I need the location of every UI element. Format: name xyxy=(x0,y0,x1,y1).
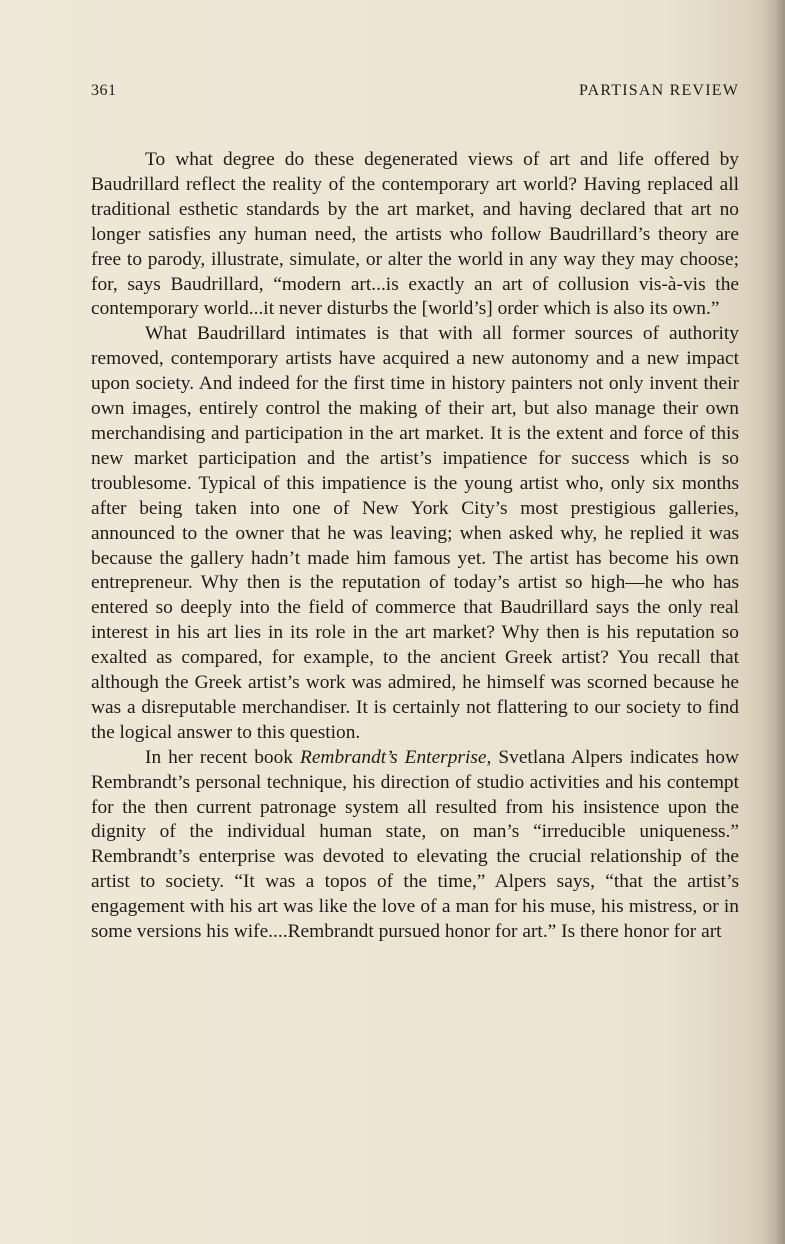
paragraph-3-lead: In her recent book xyxy=(145,746,300,768)
paragraph-1: To what degree do these degenerated views of art and life offered by Baudrillard reflect the reality of the contemporary art world? Having replaced all traditional esthetic standards by the art market, and having declared that art no longer satisfies any human need, the artists who follow Baudrillard’s theory are free to parody, illustrate, simulate, or alter the world in any way they may choose; for, says Baudrillard, “modern art...is exactly an art of collusion vis-à-vis the contemporary world...it never disturbs the [world’s] order which is also its own.” xyxy=(91,149,739,320)
paragraph-3-rest: Svetlana Alpers indicates how Rembrandt’s personal technique, his direction of studio activities and his contempt for the then current patronage system all resulted from his insistence upon the dignity of the individual human state, on man’s “irreducible uniqueness.” Rembrandt’s enterprise was devoted to elevating the crucial relationship of the artist to society. “It was a topos of the time,” Alpers says, “that the artist’s engagement with his art was like the love of a man for his muse, his mistress, or in some versions his wife....Rembrandt pursued honor for art.” Is there honor for art xyxy=(91,746,739,943)
paragraph-3 xyxy=(91,746,739,945)
page-header xyxy=(91,82,739,106)
page-number: 361 xyxy=(91,82,117,99)
body-text xyxy=(91,148,739,945)
running-head: PARTISAN REVIEW xyxy=(578,82,739,99)
paragraph-2: What Baudrillard intimates is that with all former sources of authority removed, contemporary artists have acquired a new autonomy and a new impact upon society. And indeed for the first time in history painters not only invent their own images, entirely control the making of their art, but also manage their own merchandising and participation in the art market. It is the extent and force of this new market participation and the artist’s impatience for success which is so troublesome. Typical of this impatience is the young artist who, only six months after being taken into one of New York City’s most prestigious galleries, announced to the owner that he was leaving; when asked why, he replied it was because the gallery hadn’t made him famous yet. The artist has become his own entrepreneur. Why then is the reputation of today’s artist so high—he who has entered so deeply into the field of commerce that Baudrillard says the only real interest in his art lies in its role in the art market? Why then is his reputation so exalted as compared, for example, to the ancient Greek artist? You recall that although the Greek artist’s work was admired, he himself was scorned because he was a disreputable merchandiser. It is certainly not flattering to our society to find the logical answer to this question. xyxy=(91,323,739,743)
page-edge-shadow xyxy=(761,0,785,1244)
book-title: Rembrandt’s Enterprise, xyxy=(299,746,492,768)
